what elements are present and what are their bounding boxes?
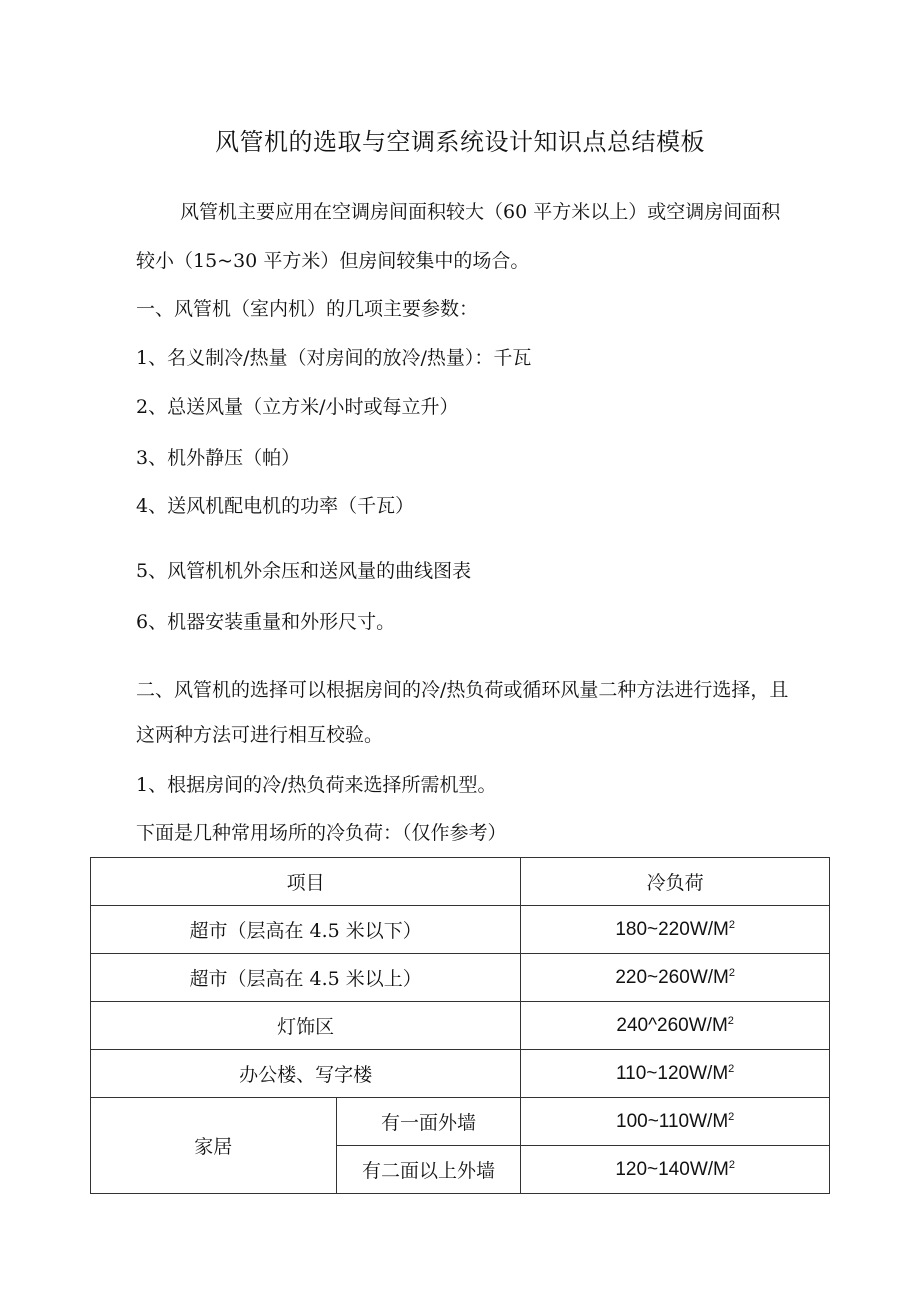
- load-value: 240^260: [616, 1014, 689, 1036]
- load-unit: W/M: [688, 1014, 728, 1036]
- load-value: 100~110: [616, 1110, 690, 1132]
- row-load: [521, 1002, 830, 1050]
- load-unit: W/M: [689, 1110, 729, 1132]
- load-unit-exponent: 2: [728, 918, 735, 931]
- row-sub-item: 有二面以上外墙: [336, 1146, 521, 1194]
- cooling-load-table: [90, 857, 830, 1194]
- param-item-1: 1、名义制冷/热量（对房间的放冷/热量）：千瓦: [136, 347, 532, 369]
- row-item: 办公楼、写字楼: [91, 1050, 521, 1098]
- load-unit: W/M: [689, 966, 729, 988]
- intro-paragraph-line-2: 较小（15~30 平方米）但房间较集中的场合。: [136, 250, 530, 272]
- row-load: [521, 954, 830, 1002]
- load-value: 110~120: [616, 1062, 690, 1084]
- home-label: 家居: [91, 1098, 337, 1194]
- row-item: 灯饰区: [91, 1002, 521, 1050]
- document-title: 风管机的选取与空调系统设计知识点总结模板: [215, 128, 705, 156]
- load-value: 220~260: [615, 966, 690, 988]
- section-2-line-1: 二、风管机的选择可以根据房间的冷/热负荷或循环风量二种方法进行选择，且: [136, 679, 789, 701]
- load-unit-exponent: 2: [728, 1110, 735, 1123]
- table-row: [91, 906, 830, 954]
- load-unit: W/M: [689, 1158, 729, 1180]
- table-row: [91, 1002, 830, 1050]
- row-load: [521, 906, 830, 954]
- param-item-5: 5、风管机机外余压和送风量的曲线图表: [136, 560, 472, 582]
- table-header-row: [91, 858, 830, 906]
- load-unit-exponent: 2: [728, 966, 735, 979]
- section-2-line-2: 这两种方法可进行相互校验。: [136, 724, 384, 746]
- row-sub-item: 有一面外墙: [336, 1098, 521, 1146]
- param-item-6: 6、机器安装重量和外形尺寸。: [136, 611, 396, 633]
- header-load: 冷负荷: [521, 858, 830, 906]
- intro-paragraph-line-1: 风管机主要应用在空调房间面积较大（60 平方米以上）或空调房间面积: [180, 201, 781, 223]
- param-item-3: 3、机外静压（帕）: [136, 447, 301, 469]
- param-item-2: 2、总送风量（立方米/小时或每立升）: [136, 396, 459, 418]
- param-item-4: 4、送风机配电机的功率（千瓦）: [136, 495, 415, 517]
- table-row: [91, 1050, 830, 1098]
- section-1-heading: 一、风管机（室内机）的几项主要参数：: [136, 298, 479, 320]
- table-row: [91, 954, 830, 1002]
- load-unit-exponent: 2: [728, 1158, 735, 1171]
- row-load: [521, 1050, 830, 1098]
- table-row: [91, 1098, 830, 1146]
- load-value: 120~140: [615, 1158, 690, 1180]
- load-value: 180~220: [615, 918, 690, 940]
- row-item: 超市（层高在 4.5 米以下）: [91, 906, 521, 954]
- row-load: [521, 1146, 830, 1194]
- table-intro: 下面是几种常用场所的冷负荷：（仅作参考）: [136, 822, 507, 844]
- load-unit-exponent: 2: [727, 1014, 734, 1027]
- method-1-heading: 1、根据房间的冷/热负荷来选择所需机型。: [136, 774, 497, 796]
- header-item: 项目: [91, 858, 521, 906]
- load-unit: W/M: [689, 1062, 729, 1084]
- row-load: [521, 1098, 830, 1146]
- row-item: 超市（层高在 4.5 米以上）: [91, 954, 521, 1002]
- load-unit-exponent: 2: [728, 1062, 735, 1075]
- load-unit: W/M: [689, 918, 729, 940]
